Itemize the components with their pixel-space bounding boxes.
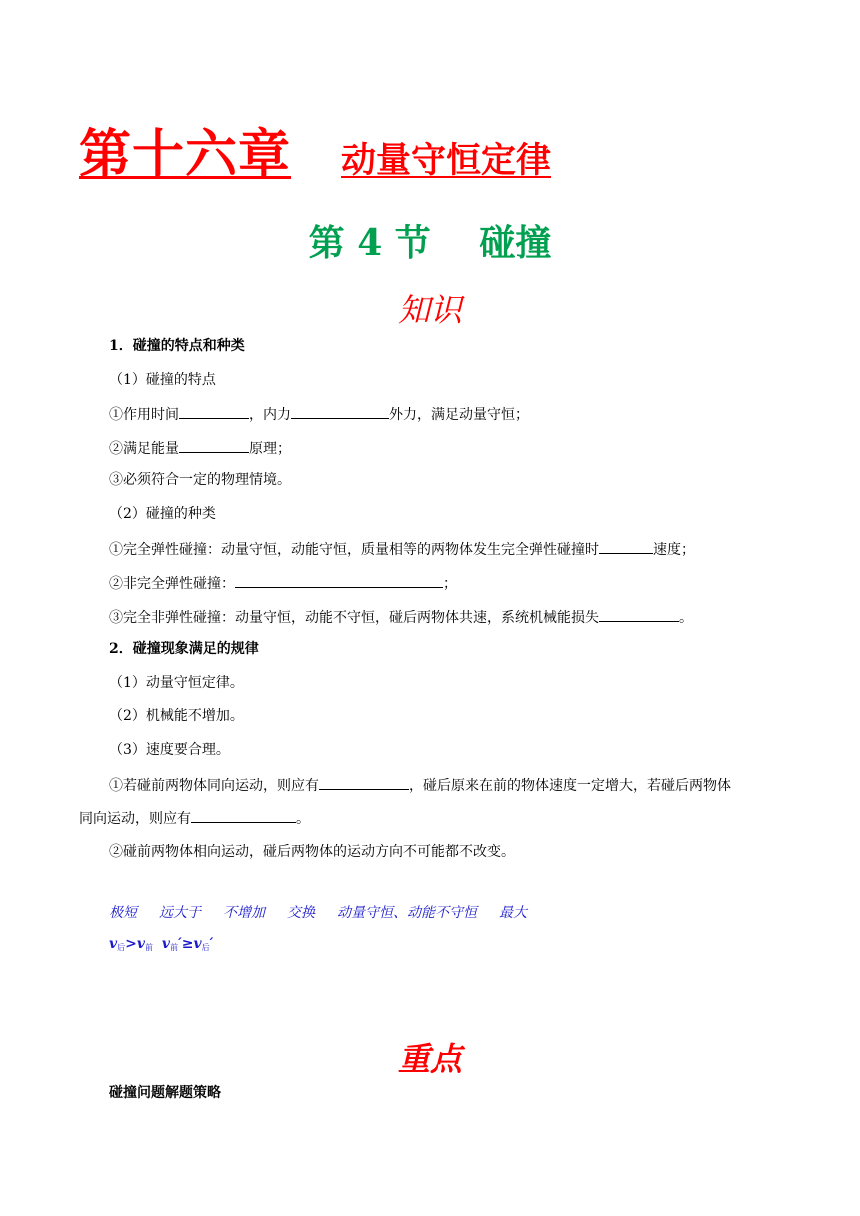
fill-blank bbox=[235, 572, 443, 588]
chapter-header bbox=[79, 112, 551, 187]
text-line: ①若碰前两物体同向运动，则应有 ，碰后原来在前的物体速度一定增大，若碰后两物体 bbox=[109, 774, 731, 796]
chapter-number: 第十六章 bbox=[79, 124, 292, 185]
subheading-types: （2）碰撞的种类 bbox=[109, 506, 216, 522]
answer-row bbox=[109, 902, 549, 922]
answer-6: 最大 bbox=[499, 905, 527, 921]
section-heading-2: 2．碰撞现象满足的规律 bbox=[109, 641, 259, 657]
section-title: 第 4 节 碰撞 bbox=[308, 222, 552, 264]
text-line: ②碰前两物体相向运动，碰后两物体的运动方向不可能都不改变。 bbox=[109, 844, 515, 860]
answer-2: 远大于 bbox=[159, 905, 201, 921]
fill-blank bbox=[599, 606, 679, 622]
fill-blank bbox=[319, 774, 409, 790]
text-line: ①完全弹性碰撞：动量守恒，动能守恒，质量相等的两物体发生完全弹性碰撞时 速度； bbox=[109, 538, 695, 560]
key-points-title: 重点 bbox=[397, 1040, 462, 1078]
fill-blank bbox=[191, 807, 296, 823]
text-line: ③完全非弹性碰撞：动量守恒，动能不守恒，碰后两物体共速，系统机械能损失 。 bbox=[109, 606, 693, 628]
answer-formula: $v_后>v_前$ $v_前'\ge v_后'$ bbox=[109, 936, 214, 952]
fill-blank bbox=[179, 437, 249, 453]
answer-1: 极短 bbox=[109, 905, 137, 921]
fill-blank bbox=[179, 403, 249, 419]
answer-5: 动量守恒、动能不守恒 bbox=[337, 905, 477, 921]
fill-blank bbox=[291, 403, 389, 419]
chapter-name: 动量守恒定律 bbox=[341, 140, 552, 181]
knowledge-title: 知识 bbox=[397, 291, 462, 329]
answer-4: 交换 bbox=[287, 905, 315, 921]
text-line: ①作用时间 ，内力 外力，满足动量守恒； bbox=[109, 403, 529, 425]
key-heading: 碰撞问题解题策略 bbox=[109, 1085, 221, 1101]
text-line: （1）动量守恒定律。 bbox=[109, 675, 244, 691]
text-line: （3）速度要合理。 bbox=[109, 742, 230, 758]
section-heading-1: 1．碰撞的特点和种类 bbox=[109, 338, 245, 354]
text-line: （2）机械能不增加。 bbox=[109, 708, 244, 724]
subheading-characteristics: （1）碰撞的特点 bbox=[109, 372, 216, 388]
fill-blank bbox=[599, 538, 653, 554]
text-line: ②非完全弹性碰撞： ； bbox=[109, 572, 457, 594]
answer-3: 不增加 bbox=[223, 905, 265, 921]
text-line: 同向运动，则应有 。 bbox=[79, 807, 310, 829]
text-line: ③必须符合一定的物理情境。 bbox=[109, 472, 291, 488]
text-line: ②满足能量 原理； bbox=[109, 437, 291, 459]
